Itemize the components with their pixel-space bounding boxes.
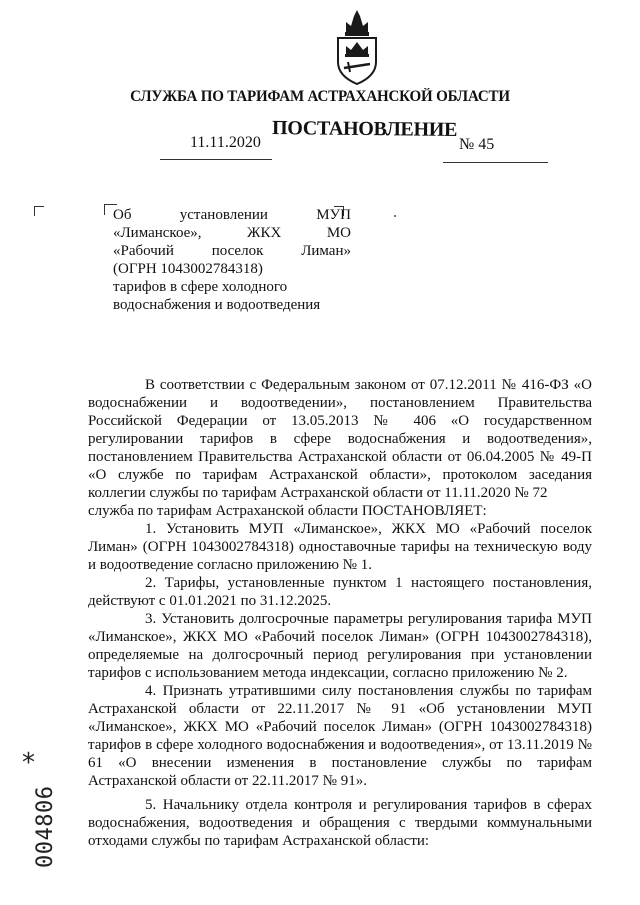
title-line: тарифов в сфере холодного: [113, 279, 288, 295]
title-line: «Лиманское», ЖКХ МО: [113, 225, 351, 241]
stamp-star: *: [22, 748, 35, 778]
body-resolution: служба по тарифам Астраханской области ПОСТАНОВЛЯЕТ:: [88, 503, 487, 519]
body-item-2: 2. Тарифы, установленные пунктом 1 настоящего постановления, действуют с 01.01.2021 по 31.12.2025.: [88, 575, 592, 609]
body-preamble: В соответствии с Федеральным законом от 07.12.2011 № 416-ФЗ «О водоснабжении и водоотведении», постановлением Правительства Российской Федерации от 13.05.2013 № 406 «О государственном регулировании тарифов в сфере водоснабжения и водоотведения», постановлением Правительства Астраханской области от 06.04.2005 № 49-П «О службе по тарифам Астраханской области», протоколом заседания коллегии службы по тарифам Астраханской области от 11.11.2020 № 72: [88, 377, 592, 501]
speck-mark: [394, 215, 396, 217]
title-corner-left: [34, 206, 44, 216]
stamp-code: 004806: [33, 785, 58, 868]
coat-of-arms-icon: [332, 10, 382, 86]
document-date: 11.11.2020: [190, 134, 261, 151]
document-body: [88, 376, 592, 850]
title-line: водоснабжения и водоотведения: [113, 297, 321, 313]
body-item-3: 3. Установить долгосрочные параметры регулирования тарифа МУП «Лиманское», ЖКХ МО «Рабочий поселок Лиман» (ОГРН 1043002784318), определяемые на долгосрочный период регулирования при установлении тарифов с использованием метода индексации, согласно приложению № 2.: [88, 611, 592, 681]
title-line: «Рабочий поселок Лиман»: [113, 243, 351, 259]
body-item-4: 4. Признать утратившими силу постановления службы по тарифам Астраханской области от 22.11.2017 № 91 «Об установлении МУП «Лиманское», ЖКХ МО «Рабочий поселок Лиман» (ОГРН 1043002784318) тарифов в сфере холодного водоснабжения и водоотведения», от 13.11.2019 № 61 «О внесении изменения в постановление службы по тарифам Астраханской области от 22.11.2017 № 91».: [88, 683, 592, 789]
document-type: ПОСТАНОВЛЕНИЕ: [271, 117, 458, 141]
title-line: Об установлении МУП: [113, 207, 351, 223]
number-underline: [443, 162, 548, 163]
body-item-5: 5. Начальнику отдела контроля и регулирования тарифов в сферах водоснабжения, водоотведения и обращения с твердыми коммунальными отходами службы по тарифам Астраханской области:: [88, 797, 592, 849]
registration-stamp: [18, 748, 58, 868]
body-item-1: 1. Установить МУП «Лиманское», ЖКХ МО «Рабочий поселок Лиман» (ОГРН 1043002784318) одноставочные тарифы на техническую воду и водоотведение согласно приложению № 1.: [88, 521, 592, 573]
title-line: (ОГРН 1043002784318): [113, 261, 263, 277]
document-title: [113, 206, 351, 314]
date-underline: [160, 159, 272, 160]
document-number: № 45: [459, 136, 495, 153]
agency-name: СЛУЖБА ПО ТАРИФАМ АСТРАХАНСКОЙ ОБЛАСТИ: [130, 88, 510, 105]
